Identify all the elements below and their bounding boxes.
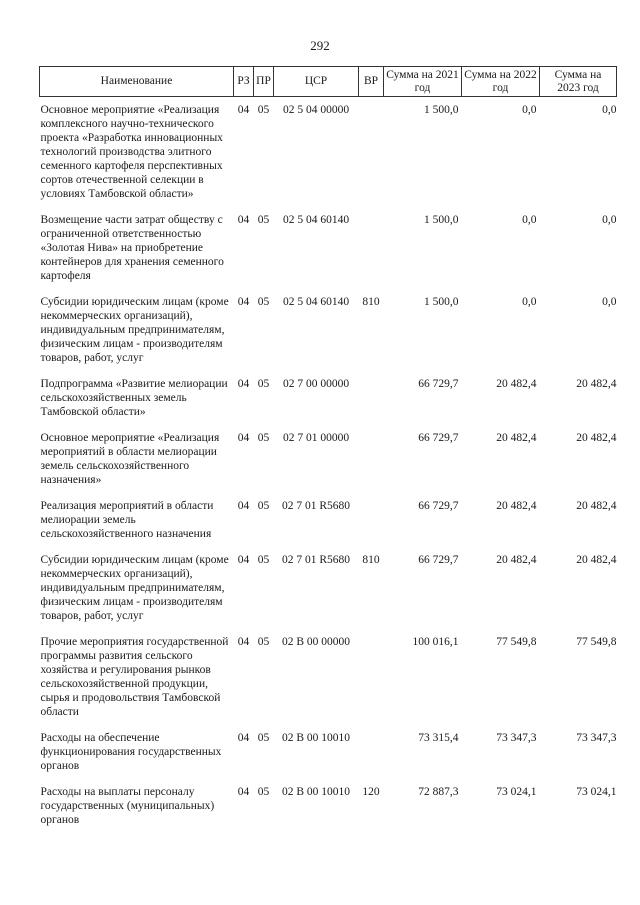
table-row [40,549,617,631]
row-name: Возмещение части затрат обществу с ограниченной ответственностью «Золотая Нива» на приобретение контейнеров для хранения семенного картофеля [40,214,224,282]
header-name: Наименование [40,67,234,97]
row-sum-2021: 100 016,1 [412,636,459,648]
row-name: Основное мероприятие «Реализация комплексного научно-технического проекта «Разработка инновационных технологий производства элитного семенного картофеля перспективных сортов отечественной селекции в условиях Тамбовской области» [40,104,223,200]
row-pr: 05 [257,378,270,390]
header-row [40,67,617,97]
row-sum-2022: 0,0 [522,214,537,226]
row-sum-2023: 0,0 [602,214,617,226]
row-csr: 02 В 00 10010 [281,786,351,798]
row-vr [359,209,384,291]
row-sum-2023: 77 549,8 [576,636,617,648]
row-sum-2023: 20 482,4 [576,500,617,512]
header-sum-2023: Сумма на 2023 год [540,67,617,97]
row-pr: 05 [257,554,270,566]
table-row [40,97,617,210]
row-rz: 04 [237,554,250,566]
row-sum-2021: 1 500,0 [424,104,459,116]
row-rz: 04 [237,296,250,308]
table-row [40,631,617,727]
row-sum-2021: 72 887,3 [418,786,459,798]
row-rz: 04 [237,636,250,648]
row-name: Субсидии юридическим лицам (кроме некоммерческих организаций), индивидуальным предпринимателям, физическим лицам - производителям товаров, работ, услуг [40,554,229,622]
row-name: Прочие мероприятия государственной программы развития сельского хозяйства и регулирования рынков сельскохозяйственной продукции, сырья и продовольствия Тамбовской области [40,636,229,718]
row-name: Субсидии юридическим лицам (кроме некоммерческих организаций), индивидуальным предпринимателям, физическим лицам - производителям товаров, работ, услуг [40,296,229,364]
row-pr: 05 [257,104,270,116]
row-pr: 05 [257,636,270,648]
row-sum-2021: 1 500,0 [424,296,459,308]
row-vr [359,427,384,495]
row-sum-2023: 20 482,4 [576,378,617,390]
row-csr: 02 7 01 00000 [282,432,350,444]
row-sum-2022: 0,0 [522,104,537,116]
header-csr: ЦСР [274,67,359,97]
row-name: Расходы на выплаты персоналу государственных (муниципальных) органов [40,786,215,826]
row-vr: 810 [362,296,380,308]
row-csr: 02 5 04 60140 [282,296,350,308]
row-vr [359,495,384,549]
row-vr [359,97,384,210]
row-sum-2023: 73 347,3 [576,732,617,744]
header-vr: ВР [359,67,384,97]
row-sum-2021: 66 729,7 [418,500,459,512]
row-pr: 05 [257,732,270,744]
table-row [40,727,617,781]
table-row [40,781,617,835]
row-rz: 04 [237,500,250,512]
row-pr: 05 [257,432,270,444]
table-row [40,495,617,549]
row-sum-2023: 0,0 [602,296,617,308]
row-sum-2022: 0,0 [522,296,537,308]
row-sum-2022: 20 482,4 [496,500,537,512]
row-sum-2023: 73 024,1 [576,786,617,798]
page-number: 292 [310,38,330,53]
row-rz: 04 [237,432,250,444]
table-row [40,291,617,373]
row-sum-2023: 20 482,4 [576,432,617,444]
row-vr: 810 [362,554,380,566]
header-sum-2022: Сумма на 2022 год [462,67,540,97]
row-sum-2021: 66 729,7 [418,378,459,390]
row-rz: 04 [237,104,250,116]
row-rz: 04 [237,786,250,798]
row-sum-2022: 20 482,4 [496,554,537,566]
row-csr: 02 В 00 10010 [281,732,351,744]
row-pr: 05 [257,786,270,798]
row-sum-2022: 73 347,3 [496,732,537,744]
row-rz: 04 [237,214,250,226]
row-sum-2022: 20 482,4 [496,378,537,390]
row-pr: 05 [257,296,270,308]
row-sum-2022: 77 549,8 [496,636,537,648]
row-sum-2021: 66 729,7 [418,554,459,566]
table-row [40,373,617,427]
row-sum-2023: 0,0 [602,104,617,116]
row-sum-2021: 73 315,4 [418,732,459,744]
header-rz: РЗ [234,67,254,97]
row-name: Подпрограмма «Развитие мелиорации сельскохозяйственных земель Тамбовской области» [40,378,228,418]
row-sum-2023: 20 482,4 [576,554,617,566]
row-name: Основное мероприятие «Реализация мероприятий в области мелиорации земель сельскохозяйственного назначения» [40,432,220,486]
row-rz: 04 [237,378,250,390]
table-row [40,209,617,291]
row-vr [359,631,384,727]
row-rz: 04 [237,732,250,744]
row-vr [359,373,384,427]
row-csr: 02 5 04 00000 [282,104,350,116]
row-csr: 02 7 00 00000 [282,378,350,390]
row-pr: 05 [257,500,270,512]
header-pr: ПР [254,67,274,97]
row-sum-2021: 1 500,0 [424,214,459,226]
row-vr [359,727,384,781]
header-sum-2021: Сумма на 2021 год [384,67,462,97]
row-pr: 05 [257,214,270,226]
row-csr: 02 В 00 00000 [281,636,351,648]
row-csr: 02 7 01 R5680 [281,554,351,566]
row-sum-2022: 20 482,4 [496,432,537,444]
row-csr: 02 7 01 R5680 [281,500,351,512]
row-sum-2022: 73 024,1 [496,786,537,798]
table-row [40,427,617,495]
budget-table [39,66,617,835]
row-name: Расходы на обеспечение функционирования государственных органов [40,732,222,772]
row-name: Реализация мероприятий в области мелиорации земель сельскохозяйственного назначения [40,500,214,540]
row-csr: 02 5 04 60140 [282,214,350,226]
row-vr: 120 [362,786,380,798]
row-sum-2021: 66 729,7 [418,432,459,444]
